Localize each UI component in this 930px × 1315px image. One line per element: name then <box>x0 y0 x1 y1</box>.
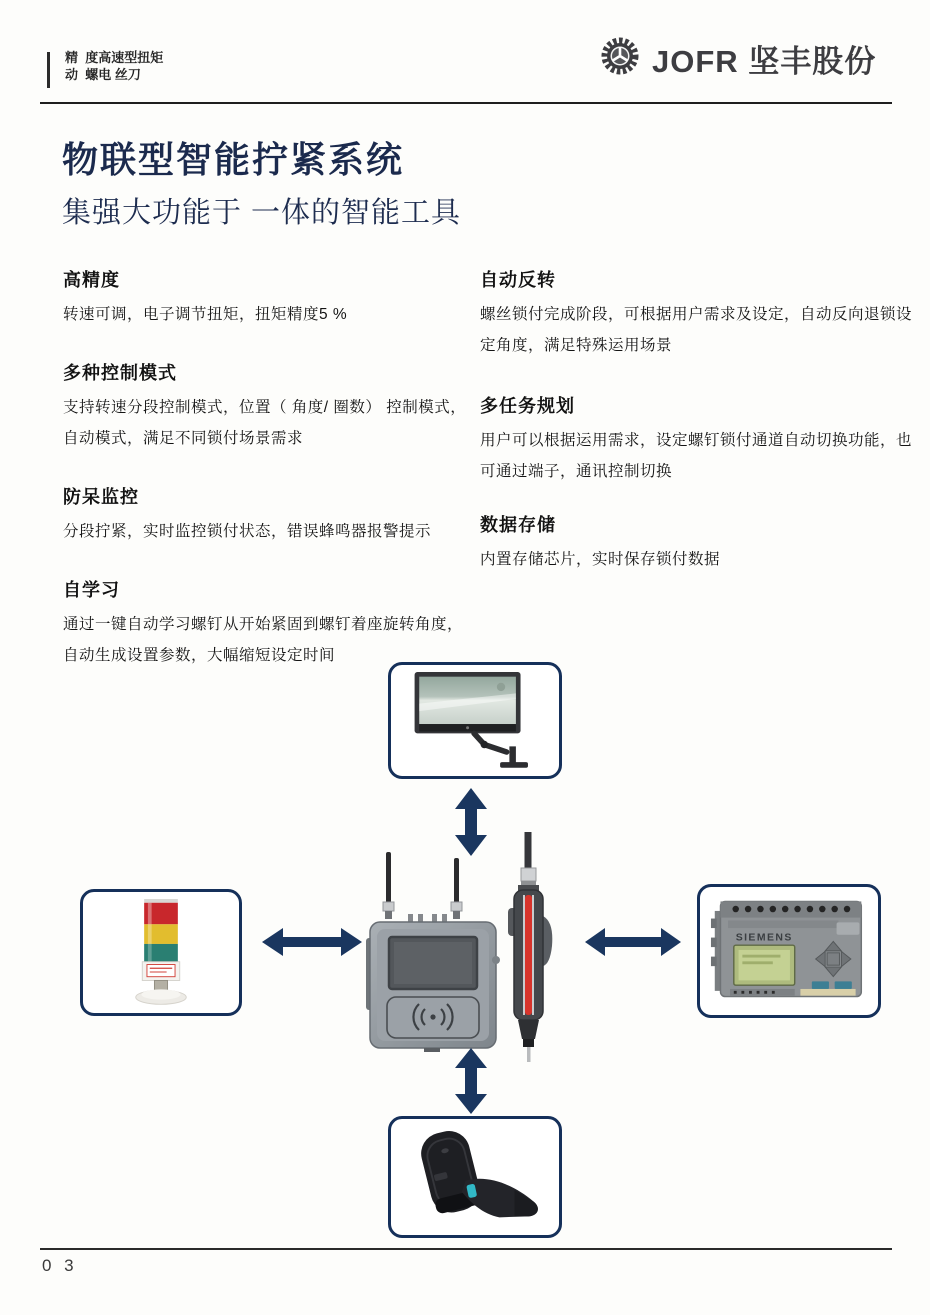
header-tagline <box>65 49 163 83</box>
screwdriver-icon <box>505 832 553 1064</box>
arrow-left-link-icon <box>262 928 362 961</box>
feature-self-learning <box>63 576 475 671</box>
features-right-column <box>480 266 912 604</box>
feature-heading: 多任务规划 <box>480 396 575 416</box>
company-logo <box>598 34 876 83</box>
feature-control-modes <box>63 359 475 454</box>
page-title: 物联型智能拧紧系统 <box>62 139 405 180</box>
feature-heading: 防呆监控 <box>63 487 139 507</box>
arrow-vertical-bottom-icon <box>455 1048 487 1119</box>
feature-heading: 自动反转 <box>480 270 556 290</box>
gear-icon <box>598 34 642 83</box>
header-divider <box>40 102 892 104</box>
tower-light-icon <box>88 895 234 1011</box>
logo-text: JOFR 坚丰股份 <box>652 44 877 79</box>
feature-body: 螺丝锁付完成阶段，可根据用户需求及设定，自动反向退锁设定角度，满足特殊运用场景 <box>480 306 913 354</box>
feature-body: 支持转速分段控制模式，位置（ 角度/ 圈数） 控制模式，自动模式，满足不同锁付场景需求 <box>63 399 467 447</box>
feature-heading: 数据存储 <box>480 515 556 535</box>
feature-body: 分段拧紧，实时监控锁付状态，错误蜂鸣器报警提示 <box>63 523 432 540</box>
footer-divider <box>40 1248 892 1250</box>
plc-module-icon <box>705 890 873 1013</box>
tagline-line1: 精 度高速型扭矩 <box>65 50 164 65</box>
feature-heading: 高精度 <box>63 270 120 290</box>
header-tick-mark <box>47 52 50 88</box>
page-number: 0 3 <box>42 1256 78 1275</box>
page-subtitle: 集强大功能于 一体的智能工具 <box>62 197 462 229</box>
tagline-line2: 动 螺电 丝刀 <box>65 67 141 82</box>
plc-box <box>697 884 881 1018</box>
arrow-vertical-top-icon <box>455 788 487 861</box>
feature-error-proof-monitor <box>63 483 475 547</box>
plc-brand-text: SIEMENS <box>735 931 793 943</box>
tower-light-box <box>80 889 242 1016</box>
arrow-right-link-icon <box>585 928 681 961</box>
feature-high-precision <box>63 266 475 330</box>
feature-auto-reverse <box>480 266 912 361</box>
feature-heading: 多种控制模式 <box>63 363 177 383</box>
feature-heading: 自学习 <box>63 580 120 600</box>
feature-data-storage <box>480 511 912 575</box>
controller-icon <box>366 852 502 1052</box>
features-left-column <box>63 266 475 700</box>
feature-body: 用户可以根据运用需求，设定螺钉锁付通道自动切换功能，也可通过端子，通讯控制切换 <box>480 432 913 480</box>
display-terminal-box <box>388 662 562 779</box>
feature-multi-task <box>480 392 912 487</box>
monitor-on-arm-icon <box>396 668 554 774</box>
feature-body: 通过一键自动学习螺钉从开始紧固到螺钉着座旋转角度，自动生成设置参数，大幅缩短设定时间 <box>63 616 464 664</box>
barcode-scanner-box <box>388 1116 562 1238</box>
feature-body: 转速可调，电子调节扭矩，扭矩精度5 % <box>63 306 348 323</box>
barcode-scanner-icon <box>396 1122 554 1233</box>
feature-body: 内置存储芯片，实时保存锁付数据 <box>480 551 721 568</box>
